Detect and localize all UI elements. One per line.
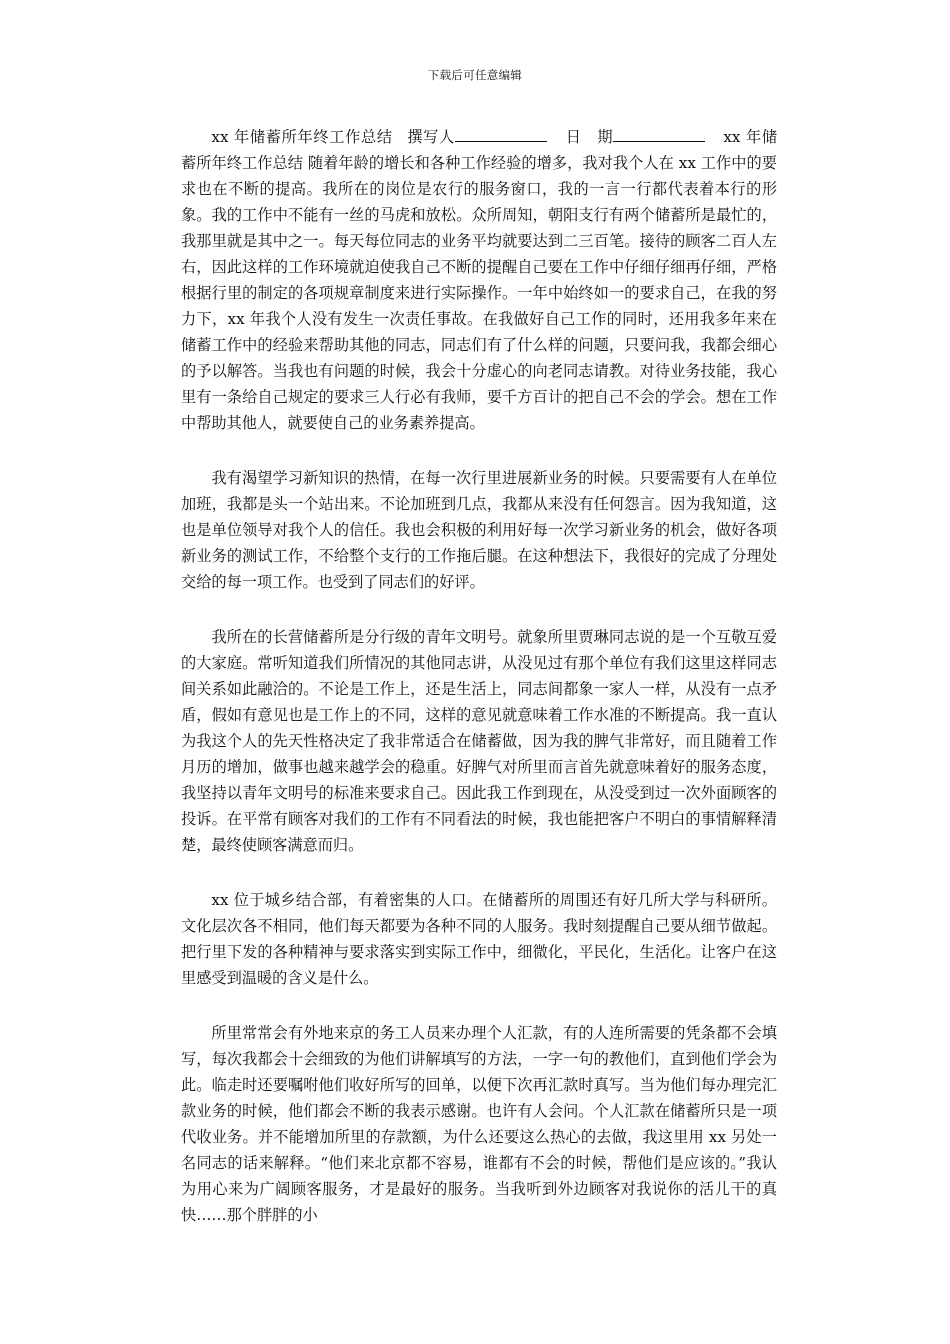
paragraph-1-text: xx 年储蓄所年终工作总结 随着年龄的增长和各种工作经验的增多，我对我个人在 xx 工作中的要求也在不断的提高。我所在的岗位是农行的服务窗口，我的一言一行都代表着本行的形象。我的工作中不能有一丝的马虎和放松。众所周知，朝阳支行有两个储蓄所是最忙的，我那里就是其中之一。每天每位同志的业务平均就要达到二三百笔。接待的顾客二百人左右，因此这样的工作环境就迫使我自己不断的提醒自己要在工作中仔细仔细再仔细，严格根据行里的制定的各项规章制度来进行实际操作。一年中始终如一的要求自己，在我的努力下，xx 年我个人没有发生一次责任事故。在我做好自己工作的同时，还用我多年来在储蓄工作中的经验来帮助其他的同志，同志们有了什么样的问题，只要问我，我都会细心的予以解答。当我也有问题的时候，我会十分虚心的向老同志请教。对待业务技能，我心里有一条给自己规定的要求三人行必有我师，要千方百计的把自己不会的学会。想在工作中帮助其他人，就要使自己的业务素养提高。 [181,128,778,432]
author-blank [455,127,547,142]
paragraph-2: 我有渴望学习新知识的热情，在每一次行里进展新业务的时候。只要需要有人在单位加班，我都是头一个站出来。不论加班到几点，我都从来没有任何怨言。因为我知道，这也是单位领导对我个人的信任。我也会积极的利用好每一次学习新业务的机会，做好各项新业务的测试工作，不给整个支行的工作拖后腿。在这种想法下，我很好的完成了分理处交给的每一项工作。也受到了同志们的好评。 [181,469,777,591]
title-text: xx 年储蓄所年终工作总结 [211,128,393,146]
document-body [181,124,777,1228]
paragraph-5: 所里常常会有外地来京的务工人员来办理个人汇款，有的人连所需要的凭条都不会填写，每次我都会十会细致的为他们讲解填写的方法，一字一句的教他们，直到他们学会为此。临走时还要嘱咐他们收好所写的回单，以便下次再汇款时真写。当为他们每办理完汇款业务的时候，他们都会不断的我表示感谢。也许有人会问。个人汇款在储蓄所只是一项代收业务。并不能增加所里的存款额，为什么还要这么热心的去做，我这里用 xx 另处一名同志的话来解释。“他们来北京都不容易，谁都有不会的时候，帮他们是应该的。”我认为用心来为广阔顾客服务，才是最好的服务。当我听到外边顾客对我说你的活儿干的真快……那个胖胖的小 [181,1024,777,1224]
author-label: 撰写人 [406,128,456,146]
date-label: 日 期 [565,128,614,146]
header-note: 下载后可任意编辑 [427,68,523,82]
paragraph-3: 我所在的长营储蓄所是分行级的青年文明号。就象所里贾琳同志说的是一个互敬互爱的大家庭。常听知道我们所情况的其他同志讲，从没见过有那个单位有我们这里这样同志间关系如此融洽的。不论是工作上，还是生活上，同志间都象一家人一样，从没有一点矛盾，假如有意见也是工作上的不同，这样的意见就意味着工作水准的不断提高。我一直认为我这个人的先天性格决定了我非常适合在储蓄做，因为我的脾气非常好，而且随着工作月历的增加，做事也越来越学会的稳重。好脾气对所里而言首先就意味着好的服务态度，我坚持以青年文明号的标准来要求自己。因此我工作到现在，从没受到过一次外面顾客的投诉。在平常有顾客对我们的工作有不同看法的时候，我也能把客户不明白的事情解释清楚，最终使顾客满意而归。 [181,628,777,854]
paragraph-4: xx 位于城乡结合部，有着密集的人口。在储蓄所的周围还有好几所大学与科研所。文化层次各不相同，他们每天都要为各种不同的人服务。我时刻提醒自己要从细节做起。把行里下发的各种精神与要求落实到实际工作中，细微化，平民化，生活化。让客户在这里感受到温暖的含义是什么。 [181,891,777,987]
paragraph-1 [181,124,777,436]
date-blank [613,127,705,142]
